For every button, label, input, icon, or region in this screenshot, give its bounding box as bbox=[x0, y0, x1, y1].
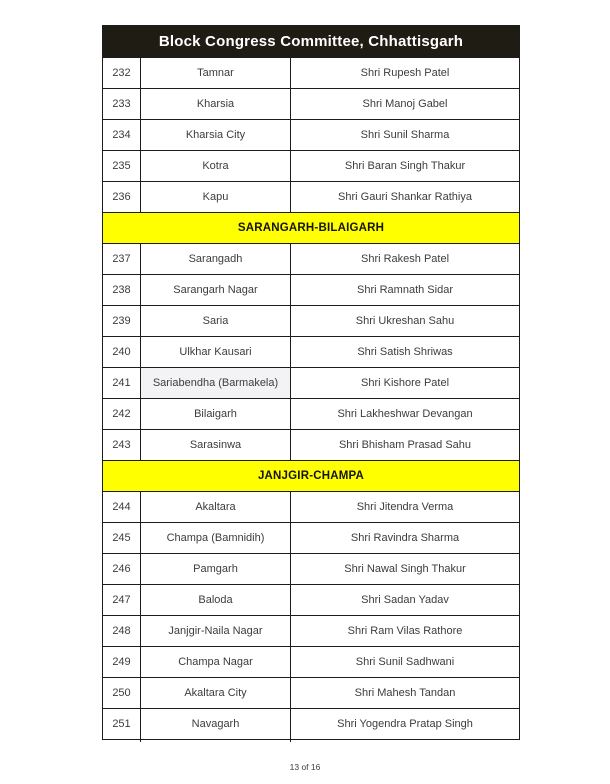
table-row bbox=[103, 275, 520, 306]
cell-president-name: Shri Ravindra Sharma bbox=[291, 523, 520, 554]
table-row bbox=[103, 306, 520, 337]
cell-president-name: Shri Ukreshan Sahu bbox=[291, 306, 520, 337]
cell-president-name: Shri Lakheshwar Devangan bbox=[291, 399, 520, 430]
table-row bbox=[103, 616, 520, 647]
cell-president-name: Shri Sadan Yadav bbox=[291, 585, 520, 616]
cell-block-name: Baloda bbox=[141, 585, 291, 616]
page-title: Block Congress Committee, Chhattisgarh bbox=[103, 26, 520, 58]
cell-serial-number: 241 bbox=[103, 368, 141, 399]
title-row bbox=[103, 26, 520, 58]
cell-president-name: Shri Mahesh Tandan bbox=[291, 678, 520, 709]
cell-president-name: Shri Gauri Shankar Rathiya bbox=[291, 182, 520, 213]
table-row bbox=[103, 554, 520, 585]
cell-block-name: Navagarh bbox=[141, 709, 291, 740]
cell-serial-number: 250 bbox=[103, 678, 141, 709]
cell-president-name: Shri Manoj Gabel bbox=[291, 89, 520, 120]
cell-serial-number: 236 bbox=[103, 182, 141, 213]
table-row bbox=[103, 89, 520, 120]
section-header-row bbox=[103, 213, 520, 244]
cell-serial-number: 237 bbox=[103, 244, 141, 275]
cell-president-name: Shri Ramnath Sidar bbox=[291, 275, 520, 306]
cell-serial-number: 249 bbox=[103, 647, 141, 678]
section-header-row bbox=[103, 461, 520, 492]
table-continuation-line bbox=[140, 737, 141, 742]
cell-block-name: Champa (Bamnidih) bbox=[141, 523, 291, 554]
cell-block-name: Pamgarh bbox=[141, 554, 291, 585]
table-row bbox=[103, 678, 520, 709]
cell-serial-number: 238 bbox=[103, 275, 141, 306]
cell-block-name: Bilaigarh bbox=[141, 399, 291, 430]
cell-president-name: Shri Sunil Sadhwani bbox=[291, 647, 520, 678]
cell-president-name: Shri Nawal Singh Thakur bbox=[291, 554, 520, 585]
table-row bbox=[103, 368, 520, 399]
cell-serial-number: 245 bbox=[103, 523, 141, 554]
cell-block-name: Sarangadh bbox=[141, 244, 291, 275]
cell-president-name: Shri Bhisham Prasad Sahu bbox=[291, 430, 520, 461]
cell-block-name: Akaltara bbox=[141, 492, 291, 523]
cell-serial-number: 246 bbox=[103, 554, 141, 585]
cell-president-name: Shri Sunil Sharma bbox=[291, 120, 520, 151]
cell-president-name: Shri Ram Vilas Rathore bbox=[291, 616, 520, 647]
cell-serial-number: 242 bbox=[103, 399, 141, 430]
cell-block-name: Saria bbox=[141, 306, 291, 337]
section-header-label: SARANGARH-BILAIGARH bbox=[103, 213, 520, 244]
table-row bbox=[103, 647, 520, 678]
cell-block-name: Kharsia City bbox=[141, 120, 291, 151]
cell-block-name: Kotra bbox=[141, 151, 291, 182]
table-row bbox=[103, 523, 520, 554]
cell-serial-number: 243 bbox=[103, 430, 141, 461]
cell-president-name: Shri Yogendra Pratap Singh bbox=[291, 709, 520, 740]
cell-serial-number: 248 bbox=[103, 616, 141, 647]
cell-serial-number: 239 bbox=[103, 306, 141, 337]
cell-serial-number: 251 bbox=[103, 709, 141, 740]
cell-block-name: Akaltara City bbox=[141, 678, 291, 709]
table-row bbox=[103, 337, 520, 368]
cell-president-name: Shri Jitendra Verma bbox=[291, 492, 520, 523]
cell-president-name: Shri Rupesh Patel bbox=[291, 58, 520, 89]
cell-block-name: Janjgir-Naila Nagar bbox=[141, 616, 291, 647]
cell-president-name: Shri Rakesh Patel bbox=[291, 244, 520, 275]
table-row bbox=[103, 151, 520, 182]
table-row bbox=[103, 120, 520, 151]
cell-president-name: Shri Baran Singh Thakur bbox=[291, 151, 520, 182]
section-header-label: JANJGIR-CHAMPA bbox=[103, 461, 520, 492]
cell-serial-number: 240 bbox=[103, 337, 141, 368]
cell-serial-number: 232 bbox=[103, 58, 141, 89]
cell-president-name: Shri Kishore Patel bbox=[291, 368, 520, 399]
table-row bbox=[103, 244, 520, 275]
cell-serial-number: 234 bbox=[103, 120, 141, 151]
table-row bbox=[103, 182, 520, 213]
cell-block-name: Tamnar bbox=[141, 58, 291, 89]
cell-block-name: Champa Nagar bbox=[141, 647, 291, 678]
cell-serial-number: 244 bbox=[103, 492, 141, 523]
cell-president-name: Shri Satish Shriwas bbox=[291, 337, 520, 368]
cell-block-name: Kharsia bbox=[141, 89, 291, 120]
table-row bbox=[103, 430, 520, 461]
cell-block-name: Ulkhar Kausari bbox=[141, 337, 291, 368]
cell-serial-number: 235 bbox=[103, 151, 141, 182]
cell-serial-number: 233 bbox=[103, 89, 141, 120]
cell-block-name: Sarasinwa bbox=[141, 430, 291, 461]
table-row bbox=[103, 709, 520, 740]
cell-block-name: Sariabendha (Barmakela) bbox=[141, 368, 291, 399]
committee-table bbox=[102, 25, 520, 740]
table-row bbox=[103, 492, 520, 523]
table-continuation-line bbox=[290, 737, 291, 742]
cell-serial-number: 247 bbox=[103, 585, 141, 616]
table-row bbox=[103, 585, 520, 616]
table-row bbox=[103, 399, 520, 430]
cell-block-name: Kapu bbox=[141, 182, 291, 213]
table-row bbox=[103, 58, 520, 89]
page-number: 13 of 16 bbox=[289, 762, 321, 772]
cell-block-name: Sarangarh Nagar bbox=[141, 275, 291, 306]
